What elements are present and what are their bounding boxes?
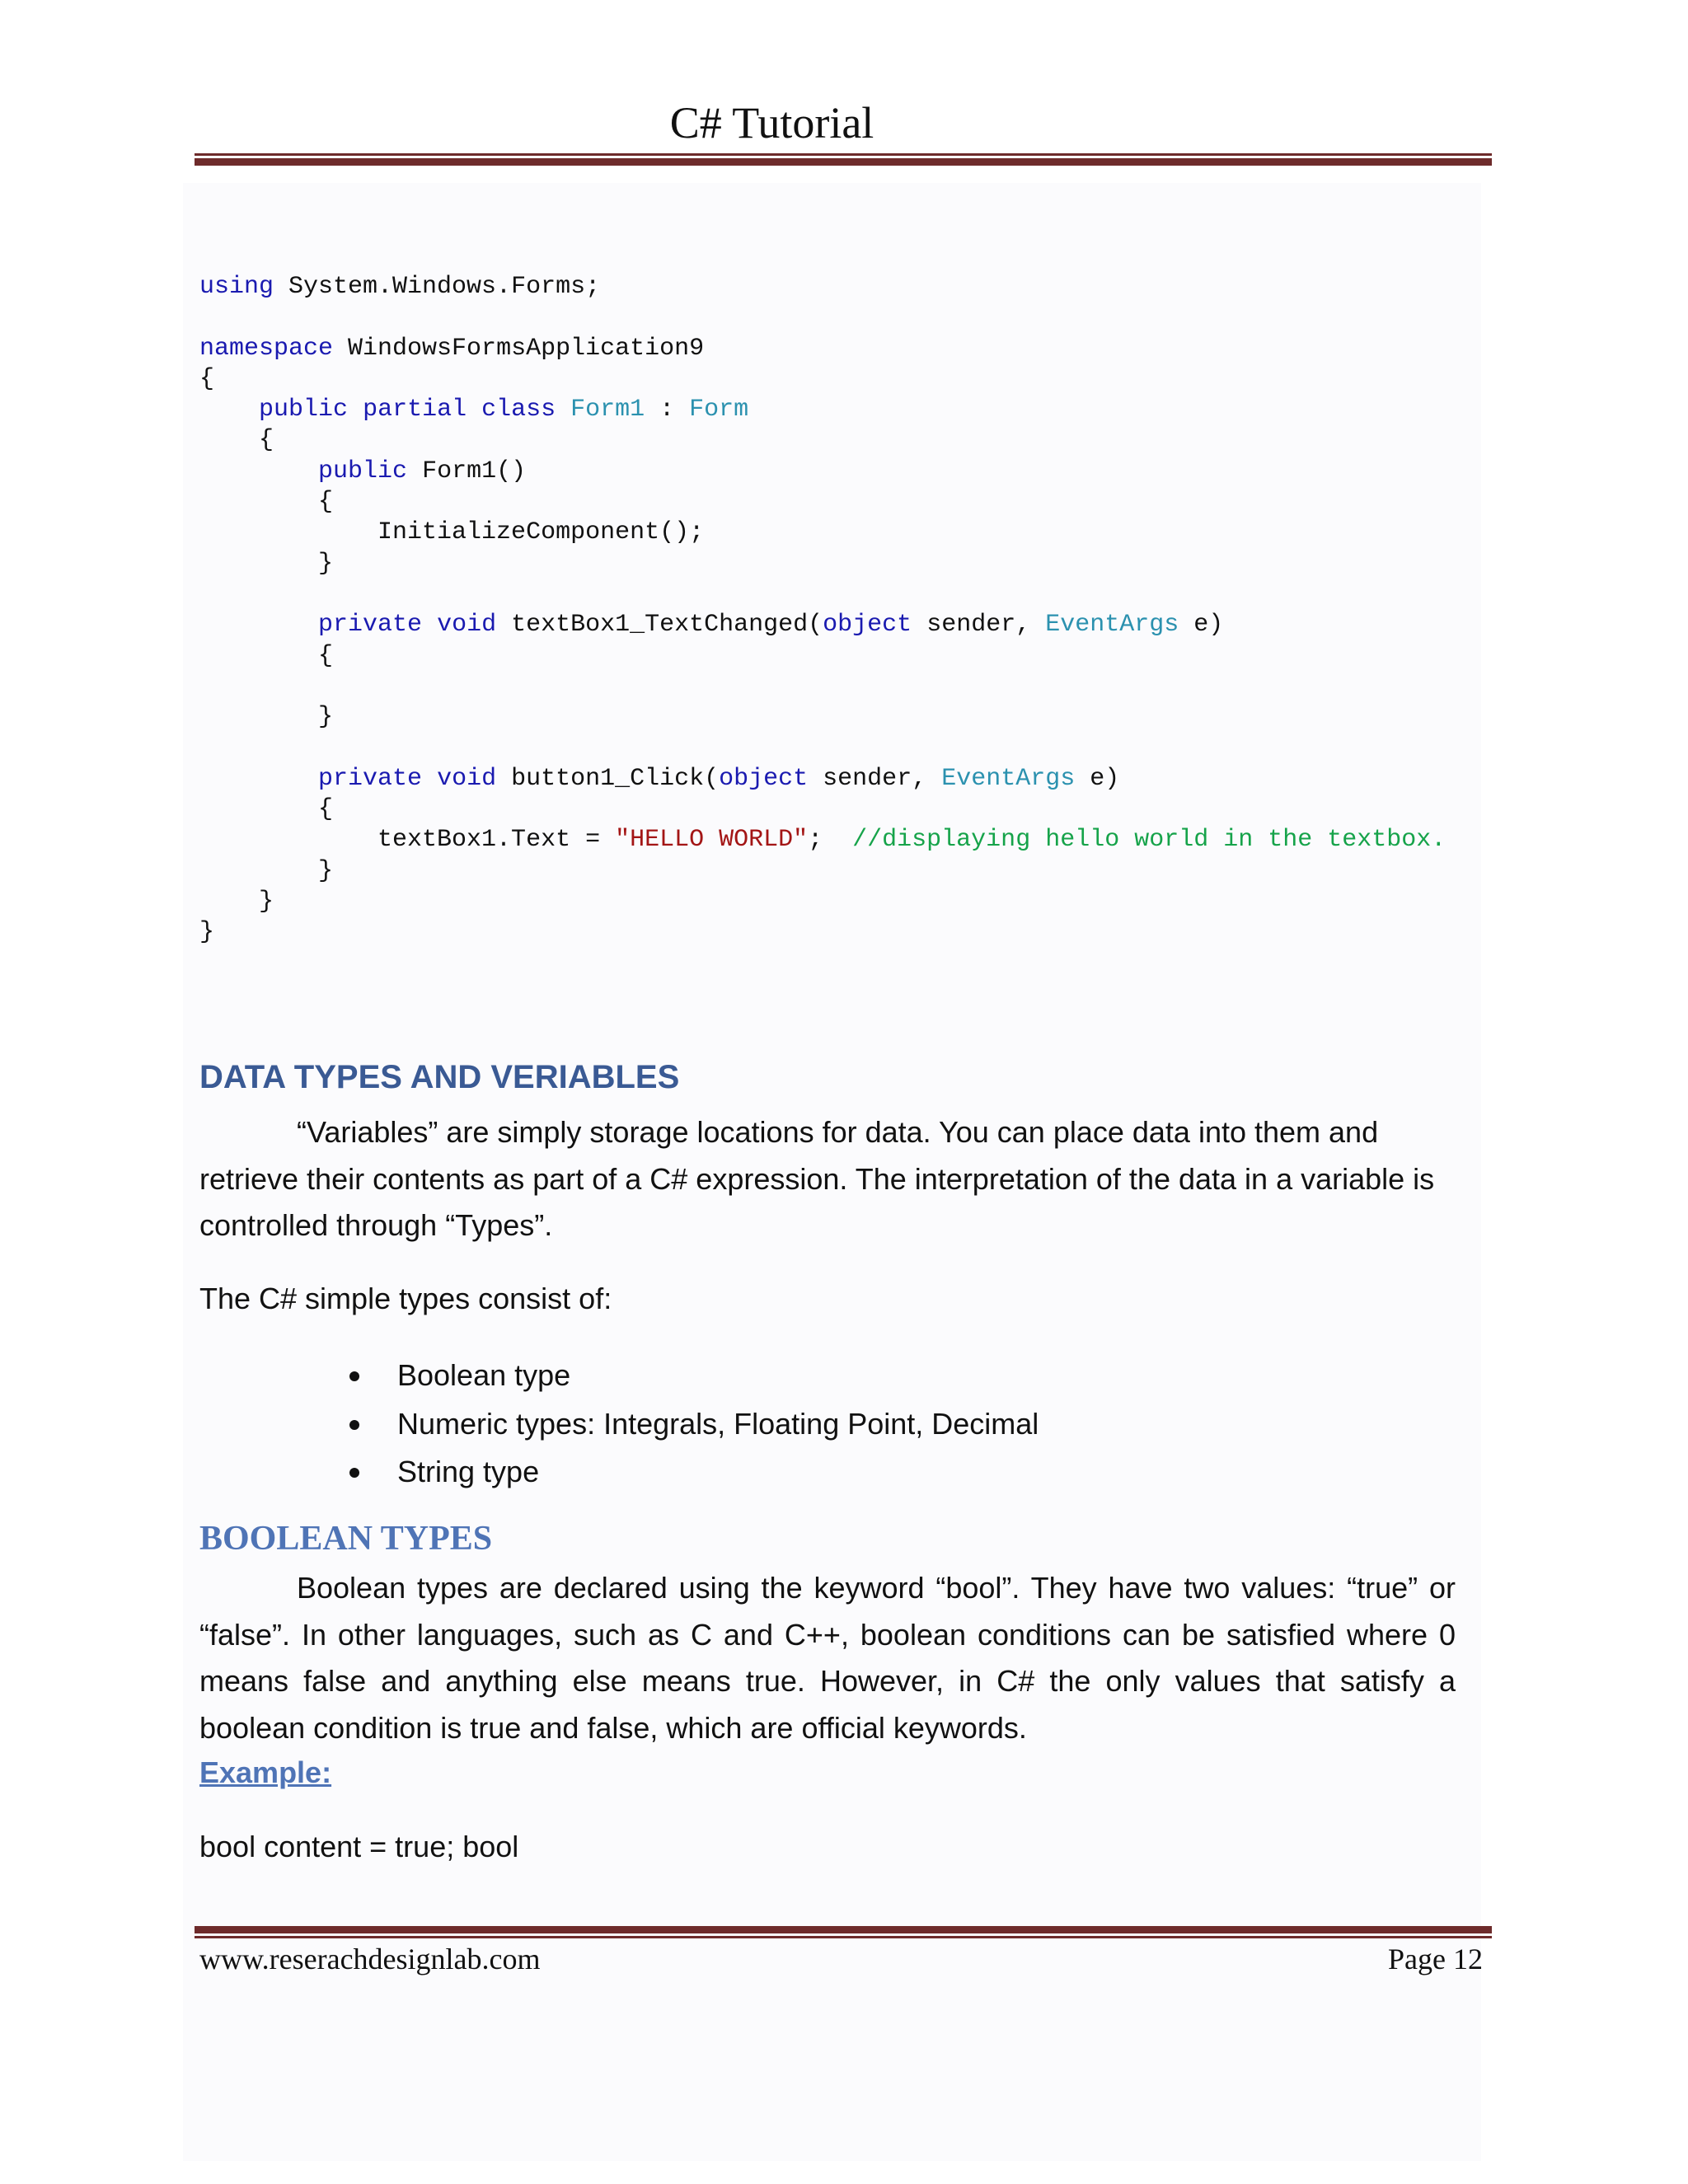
- footer-website: www.reserachdesignlab.com: [199, 1943, 541, 1975]
- code-token: WindowsFormsApplication9: [333, 334, 705, 363]
- code-token: :: [645, 396, 690, 424]
- code-line: [199, 425, 1446, 456]
- example-code-line: bool content = true; bool: [199, 1830, 519, 1863]
- code-token: public: [318, 457, 408, 485]
- code-token: {: [199, 426, 274, 455]
- code-token: }: [199, 918, 215, 947]
- code-token: [199, 611, 318, 639]
- code-token: {: [199, 488, 334, 517]
- code-token: {: [199, 364, 215, 393]
- code-line: [199, 549, 1446, 579]
- code-token: partial: [363, 396, 467, 424]
- code-token: Form: [689, 396, 749, 424]
- code-line: [199, 272, 1446, 302]
- code-line: [199, 610, 1446, 640]
- bullet-dot-icon: [349, 1371, 359, 1381]
- code-token: sender,: [912, 611, 1046, 640]
- code-token: object: [719, 764, 809, 793]
- code-token: button1_Click(: [496, 764, 720, 793]
- simple-types-list: [346, 1352, 1039, 1497]
- code-line: [199, 395, 1446, 425]
- code-token: EventArgs: [1045, 611, 1179, 640]
- section-heading-boolean-types: BOOLEAN TYPES: [199, 1520, 493, 1558]
- code-token: sender,: [808, 764, 942, 793]
- code-token: private: [318, 764, 423, 793]
- code-line: [199, 764, 1446, 794]
- code-token: [467, 396, 481, 424]
- code-token: [422, 611, 437, 639]
- list-item-label: String type: [397, 1455, 540, 1488]
- code-line: [199, 917, 1446, 948]
- bullet-dot-icon: [349, 1420, 359, 1430]
- simple-types-intro: The C# simple types consist of:: [199, 1282, 612, 1315]
- code-token: }: [199, 703, 334, 732]
- code-line: [199, 641, 1446, 672]
- section-heading-data-types: DATA TYPES AND VERIABLES: [199, 1059, 680, 1095]
- code-token: [199, 457, 318, 485]
- code-token: }: [199, 549, 334, 578]
- code-token: textBox1.Text =: [199, 826, 616, 855]
- code-line: [199, 487, 1446, 518]
- list-item-label: Boolean type: [397, 1358, 571, 1392]
- list-item: [346, 1448, 1039, 1497]
- list-item-label: Numeric types: Integrals, Floating Point, Decimal: [397, 1406, 1039, 1441]
- code-token: public: [259, 396, 349, 424]
- code-line: [199, 334, 1446, 364]
- example-link[interactable]: Example:: [199, 1755, 332, 1789]
- bullet-dot-icon: [349, 1468, 359, 1478]
- code-token: object: [823, 611, 912, 640]
- code-token: [348, 396, 363, 424]
- header-rule-thick: [195, 158, 1492, 166]
- footer-rule-thick: [195, 1926, 1492, 1933]
- code-token: void: [437, 764, 497, 793]
- code-line: [199, 702, 1446, 733]
- code-token: textBox1_TextChanged(: [496, 611, 823, 640]
- code-token: Form1: [570, 396, 645, 424]
- list-item: [346, 1400, 1039, 1449]
- code-token: [422, 765, 437, 793]
- header-rule-thin: [195, 153, 1492, 156]
- footer-page-number: Page 12: [1388, 1943, 1483, 1975]
- code-token: Form1(): [407, 457, 527, 485]
- list-item: [346, 1352, 1039, 1400]
- boolean-paragraph: Boolean types are declared using the keyword “bool”. They have two values: “true” or “false”. In other languages, such as C and C++, boolean conditions can be satisfied where 0 means false and anything else means true. However, in C# the only values that satisfy a boolean condition is true and false, which are official keywords.: [199, 1571, 1456, 1745]
- code-token: [199, 396, 259, 424]
- code-token: }: [199, 887, 274, 916]
- variables-paragraph: “Variables” are simply storage locations for data. You can place data into them and retrieve their contents as part of a C# expression. The interpretation of the data in a variable is controlled through “Types”.: [199, 1115, 1435, 1242]
- code-line: [199, 794, 1446, 825]
- code-line: [199, 887, 1446, 917]
- code-block: [199, 272, 1446, 949]
- code-token: e): [1179, 611, 1224, 640]
- page-header-title: C# Tutorial: [669, 98, 874, 148]
- code-token: [199, 765, 318, 793]
- code-token: {: [199, 641, 334, 670]
- code-line: [199, 579, 1446, 610]
- code-token: System.Windows.Forms;: [274, 273, 601, 301]
- code-line: [199, 733, 1446, 763]
- code-token: e): [1075, 764, 1120, 793]
- code-token: private: [318, 611, 423, 640]
- code-token: class: [481, 396, 556, 424]
- code-token: {: [199, 795, 334, 824]
- code-token: EventArgs: [941, 764, 1076, 793]
- code-token: //displaying hello world in the textbox.: [852, 826, 1447, 855]
- code-line: [199, 302, 1446, 333]
- code-line: [199, 856, 1446, 887]
- code-line: [199, 364, 1446, 395]
- code-token: using: [199, 273, 274, 301]
- code-token: [556, 396, 570, 424]
- code-line: [199, 672, 1446, 702]
- code-line: [199, 457, 1446, 487]
- code-token: ;: [808, 826, 853, 855]
- code-token: InitializeComponent();: [199, 518, 705, 547]
- code-token: namespace: [199, 334, 334, 363]
- code-line: [199, 518, 1446, 548]
- footer-rule-thin: [195, 1936, 1492, 1938]
- code-line: [199, 825, 1446, 855]
- code-token: }: [199, 856, 334, 885]
- code-token: "HELLO WORLD": [615, 826, 809, 855]
- code-token: void: [437, 611, 497, 640]
